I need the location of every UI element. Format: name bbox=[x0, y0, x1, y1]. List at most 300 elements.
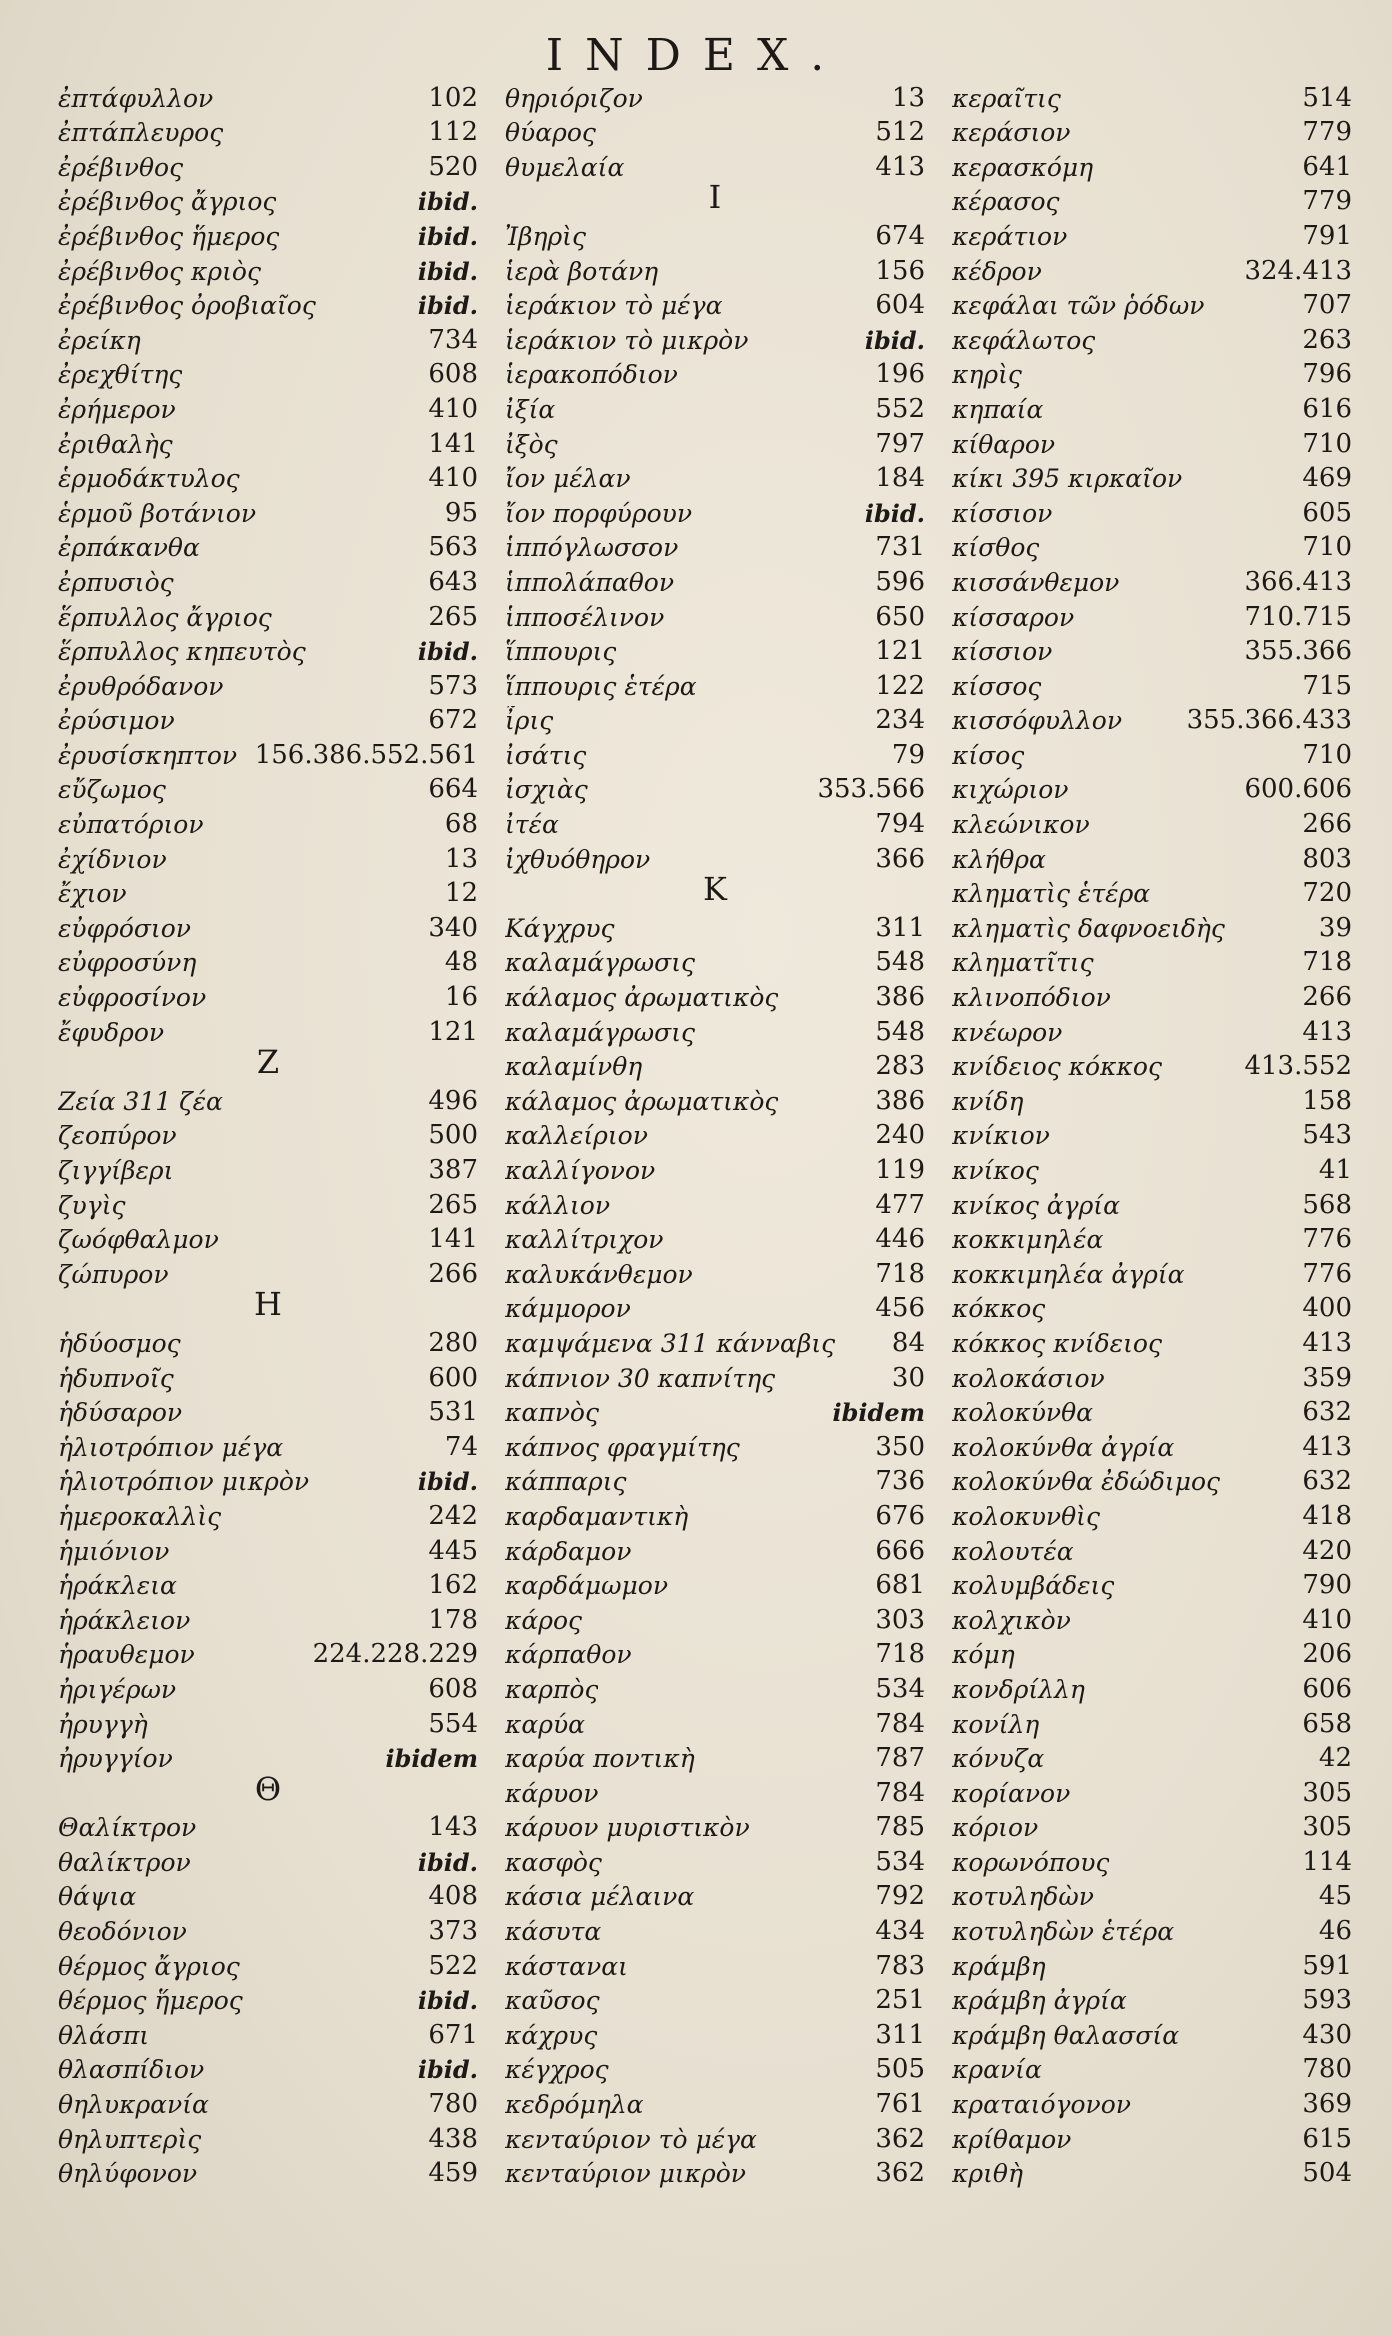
index-entry bbox=[58, 632, 478, 667]
entry-term: ἐρπάκανθα bbox=[58, 533, 200, 563]
index-entry bbox=[952, 1496, 1352, 1531]
index-entry bbox=[952, 1739, 1352, 1774]
entry-page-number: 548 bbox=[875, 947, 925, 978]
entry-page-number: 280 bbox=[428, 1327, 478, 1358]
entry-page-number: ibid. bbox=[864, 325, 925, 355]
index-entry bbox=[505, 1911, 925, 1946]
index-entry bbox=[952, 1081, 1352, 1116]
index-entry bbox=[58, 1462, 478, 1497]
entry-page-number: ibidem bbox=[832, 1398, 925, 1428]
entry-term: κερασκόμη bbox=[952, 152, 1094, 182]
entry-page-number: 591 bbox=[1302, 1950, 1352, 1981]
entry-term: κενταύριον μικρὸν bbox=[505, 2159, 747, 2189]
entry-term: ἑρμοῦ βοτάνιον bbox=[58, 498, 257, 528]
entry-term: καλλίγονον bbox=[505, 1156, 656, 1185]
index-entry bbox=[58, 1911, 478, 1946]
index-entry bbox=[952, 666, 1352, 701]
entry-term: εὐφροσύνη bbox=[58, 948, 197, 978]
index-entry bbox=[952, 2050, 1352, 2085]
entry-page-number: 79 bbox=[891, 739, 925, 770]
entry-term: ἴον πορφύρουν bbox=[505, 498, 693, 528]
index-entry bbox=[505, 78, 925, 113]
entry-term: ἐπτάφυλλον bbox=[58, 83, 214, 113]
entry-page-number: 13 bbox=[444, 843, 478, 874]
entry-term: εὐπατόριον bbox=[58, 810, 204, 840]
entry-page-number: 522 bbox=[428, 1950, 478, 1981]
index-entry bbox=[952, 839, 1352, 874]
index-entry bbox=[952, 804, 1352, 839]
index-entry bbox=[58, 1012, 478, 1047]
index-entry bbox=[505, 977, 925, 1012]
entry-page-number: 413 bbox=[1302, 1327, 1352, 1358]
entry-term: καρδαμαντικὴ bbox=[505, 1501, 689, 1531]
entry-page-number: ibid. bbox=[417, 291, 478, 321]
entry-term: κολχικὸν bbox=[952, 1605, 1071, 1635]
index-entry bbox=[952, 459, 1352, 494]
index-entry bbox=[58, 493, 478, 528]
entry-term: κεφάλαι τῶν ῥόδων bbox=[952, 291, 1205, 321]
entry-page-number: 780 bbox=[1302, 2054, 1352, 2085]
entry-term: καπνὸς bbox=[505, 1398, 599, 1428]
entry-page-number: 500 bbox=[428, 1120, 478, 1151]
index-entry bbox=[58, 1220, 478, 1255]
entry-page-number: 266 bbox=[1302, 809, 1352, 840]
entry-page-number: 632 bbox=[1302, 1466, 1352, 1497]
entry-page-number: ibid. bbox=[417, 1986, 478, 2016]
entry-page-number: 413 bbox=[1302, 1016, 1352, 1047]
entry-page-number: 305 bbox=[1302, 1777, 1352, 1808]
index-entry bbox=[505, 2050, 925, 2085]
index-entry bbox=[58, 2119, 478, 2154]
entry-term: ζώπυρον bbox=[58, 1259, 169, 1289]
entry-term: κολοκυνθὶς bbox=[952, 1501, 1100, 1531]
entry-term: ἠρυγγὴ bbox=[58, 1709, 148, 1739]
entry-term: ἡραυθεμον bbox=[58, 1640, 195, 1670]
index-entry bbox=[505, 1220, 925, 1255]
entry-term: Ἰβηρὶς bbox=[505, 221, 586, 251]
entry-page-number: ibid. bbox=[417, 221, 478, 251]
entry-term: ἡράκλειον bbox=[58, 1605, 191, 1635]
index-entry bbox=[952, 1773, 1352, 1808]
index-entry bbox=[505, 1773, 925, 1808]
entry-page-number: 512 bbox=[875, 117, 925, 148]
entry-term: εὔζωμος bbox=[58, 775, 166, 805]
entry-term: κραταιόγονον bbox=[952, 2090, 1131, 2120]
entry-term: ἐρέβινθος ἄγριος bbox=[58, 187, 277, 217]
index-entry bbox=[58, 1981, 478, 2016]
index-entry bbox=[952, 908, 1352, 943]
entry-term: θηλυπτερὶς bbox=[58, 2124, 202, 2154]
index-entry bbox=[58, 1600, 478, 1635]
entry-term: κηρὶς bbox=[952, 360, 1022, 390]
entry-page-number: 779 bbox=[1302, 186, 1352, 217]
entry-term: κόκκος κνίδειος bbox=[952, 1328, 1162, 1358]
entry-page-number: 303 bbox=[875, 1604, 925, 1635]
entry-term: ἡδύοσμος bbox=[58, 1328, 181, 1358]
index-entry bbox=[952, 1254, 1352, 1289]
entry-page-number: 785 bbox=[875, 1812, 925, 1843]
index-entry bbox=[952, 735, 1352, 770]
index-entry bbox=[505, 1358, 925, 1393]
index-entry bbox=[58, 1081, 478, 1116]
index-entry bbox=[58, 2084, 478, 2119]
entry-term: κονδρίλλη bbox=[952, 1674, 1085, 1704]
entry-term: καλλίτριχον bbox=[505, 1225, 664, 1255]
index-entry bbox=[505, 355, 925, 390]
index-entry bbox=[58, 1877, 478, 1912]
entry-term: κνίδη bbox=[952, 1086, 1024, 1116]
entry-page-number: 790 bbox=[1302, 1570, 1352, 1601]
entry-term: κοκκιμηλέα ἀγρία bbox=[952, 1259, 1185, 1289]
index-entry bbox=[58, 597, 478, 632]
entry-page-number: 573 bbox=[428, 670, 478, 701]
entry-page-number: 664 bbox=[428, 774, 478, 805]
entry-page-number: 718 bbox=[875, 1639, 925, 1670]
index-entry bbox=[58, 1427, 478, 1462]
entry-term: ἵππουρις bbox=[505, 637, 617, 667]
entry-term: ἰχθυόθηρον bbox=[505, 844, 651, 874]
entry-term: κολουτέα bbox=[952, 1536, 1074, 1566]
entry-page-number: ibid. bbox=[417, 1847, 478, 1877]
index-entry bbox=[952, 1981, 1352, 2016]
entry-term: ἱπποσέλινον bbox=[505, 602, 665, 632]
entry-term: κράμβη bbox=[952, 1951, 1046, 1981]
entry-term: κληματῖτις bbox=[952, 948, 1094, 978]
entry-term: ἰσάτις bbox=[505, 740, 587, 770]
entry-page-number: 672 bbox=[428, 705, 478, 736]
entry-term: θηλύφονον bbox=[58, 2159, 198, 2189]
index-entry bbox=[952, 1704, 1352, 1739]
index-entry bbox=[58, 2154, 478, 2189]
entry-term: ἱερακοπόδιον bbox=[505, 360, 678, 390]
entry-page-number: 616 bbox=[1302, 393, 1352, 424]
index-entry bbox=[952, 528, 1352, 563]
entry-term: καλαμάγρωσις bbox=[505, 1017, 696, 1047]
entry-page-number: 548 bbox=[875, 1016, 925, 1047]
entry-term: κνίδειος κόκκος bbox=[952, 1052, 1162, 1082]
index-entry bbox=[505, 389, 925, 424]
index-entry bbox=[58, 182, 478, 217]
entry-page-number: 102 bbox=[428, 82, 478, 113]
entry-term: ἐρπυσιὸς bbox=[58, 567, 174, 597]
entry-page-number: 413.552 bbox=[1244, 1051, 1352, 1082]
index-entry bbox=[952, 1185, 1352, 1220]
index-entry bbox=[505, 2154, 925, 2189]
index-entry bbox=[505, 1289, 925, 1324]
entry-term: ἡράκλεια bbox=[58, 1571, 177, 1601]
entry-term: κεδρόμηλα bbox=[505, 2090, 644, 2120]
index-entry bbox=[505, 1047, 925, 1082]
entry-page-number: 632 bbox=[1302, 1397, 1352, 1428]
entry-term: κλήθρα bbox=[952, 844, 1046, 874]
entry-term: ζιγγίβερι bbox=[58, 1156, 174, 1185]
index-entry bbox=[952, 1946, 1352, 1981]
entry-page-number: ibidem bbox=[385, 1744, 478, 1774]
entry-term: κράμβη θαλασσία bbox=[952, 2020, 1180, 2050]
entry-page-number: 605 bbox=[1302, 497, 1352, 528]
section-letter: Θ bbox=[254, 1769, 282, 1808]
index-entry bbox=[58, 1946, 478, 1981]
entry-term: ἐρέβινθος ὀροβιαῖος bbox=[58, 291, 316, 321]
entry-term: κάσταναι bbox=[505, 1951, 628, 1981]
index-entry bbox=[505, 251, 925, 286]
entry-term: κηπαία bbox=[952, 394, 1044, 424]
entry-term: κορίανον bbox=[952, 1778, 1071, 1808]
entry-term: θέρμος ἥμερος bbox=[58, 1986, 243, 2016]
index-entry bbox=[952, 770, 1352, 805]
entry-term: κολυμβάδεις bbox=[952, 1571, 1115, 1601]
entry-term: κνίκος ἀγρία bbox=[952, 1190, 1120, 1220]
index-entry bbox=[58, 666, 478, 701]
entry-term: κάρυον bbox=[505, 1778, 599, 1808]
entry-term: κάμμορον bbox=[505, 1294, 631, 1324]
index-entry bbox=[505, 2015, 925, 2050]
entry-term: κάππαρις bbox=[505, 1467, 627, 1497]
entry-page-number: 13 bbox=[891, 82, 925, 113]
entry-term: ἱππολάπαθον bbox=[505, 567, 675, 597]
entry-term: ἠριγέρων bbox=[58, 1674, 177, 1704]
entry-page-number: 796 bbox=[1302, 359, 1352, 390]
index-entry bbox=[952, 320, 1352, 355]
entry-term: καρύα ποντικὴ bbox=[505, 1744, 695, 1774]
entry-page-number: 456 bbox=[875, 1293, 925, 1324]
entry-page-number: 600.606 bbox=[1244, 774, 1352, 805]
entry-page-number: 658 bbox=[1302, 1708, 1352, 1739]
index-entry bbox=[952, 943, 1352, 978]
index-entry bbox=[952, 493, 1352, 528]
entry-term: κονίλη bbox=[952, 1709, 1040, 1739]
entry-term: κεφάλωτος bbox=[952, 325, 1096, 355]
entry-page-number: 387 bbox=[428, 1155, 478, 1185]
index-entry bbox=[505, 1877, 925, 1912]
entry-page-number: 445 bbox=[428, 1535, 478, 1566]
entry-term: ἰξία bbox=[505, 394, 556, 424]
index-entry bbox=[952, 78, 1352, 113]
entry-page-number: 563 bbox=[428, 532, 478, 563]
index-entry bbox=[952, 2084, 1352, 2119]
index-entry bbox=[952, 1358, 1352, 1393]
entry-term: κολοκύνθα ἀγρία bbox=[952, 1432, 1175, 1462]
entry-page-number: 715 bbox=[1302, 670, 1352, 701]
index-entry bbox=[58, 424, 478, 459]
entry-page-number: 783 bbox=[875, 1950, 925, 1981]
index-column-3 bbox=[952, 78, 1352, 2188]
index-entry bbox=[505, 424, 925, 459]
index-entry bbox=[58, 1358, 478, 1393]
index-column-1 bbox=[58, 78, 478, 2188]
entry-page-number: 74 bbox=[444, 1431, 478, 1462]
entry-term: κόκκος bbox=[952, 1294, 1046, 1324]
index-entry bbox=[58, 1842, 478, 1877]
index-entry bbox=[505, 1393, 925, 1428]
entry-page-number: 496 bbox=[428, 1085, 478, 1116]
entry-term: ἡδύσαρον bbox=[58, 1398, 183, 1428]
index-entry bbox=[58, 943, 478, 978]
entry-page-number: 803 bbox=[1302, 843, 1352, 874]
entry-page-number: 593 bbox=[1302, 1985, 1352, 2016]
entry-term: κάπνος φραγμίτης bbox=[505, 1432, 740, 1462]
index-entry bbox=[952, 1600, 1352, 1635]
index-entry bbox=[952, 1635, 1352, 1670]
entry-page-number: 434 bbox=[875, 1916, 925, 1947]
entry-page-number: 784 bbox=[875, 1708, 925, 1739]
index-entry bbox=[58, 1566, 478, 1601]
entry-page-number: 156.386.552.561 bbox=[254, 739, 478, 770]
index-entry bbox=[505, 1739, 925, 1774]
entry-term: κάσυτα bbox=[505, 1917, 602, 1947]
entry-page-number: 119 bbox=[875, 1155, 925, 1185]
entry-page-number: 121 bbox=[428, 1016, 478, 1047]
index-entry bbox=[952, 389, 1352, 424]
entry-term: θαλίκτρον bbox=[58, 1847, 191, 1877]
index-entry bbox=[505, 2119, 925, 2154]
entry-term: ἕρπυλλος κηπευτὸς bbox=[58, 637, 306, 667]
entry-page-number: 413 bbox=[1302, 1431, 1352, 1462]
entry-page-number: 504 bbox=[1302, 2158, 1352, 2189]
entry-page-number: 265 bbox=[428, 1189, 478, 1220]
entry-page-number: 797 bbox=[875, 428, 925, 459]
entry-term: κίσσιον bbox=[952, 498, 1053, 528]
entry-page-number: 141 bbox=[428, 428, 478, 459]
entry-page-number: 95 bbox=[444, 497, 478, 528]
entry-page-number: 305 bbox=[1302, 1812, 1352, 1843]
entry-term: κλεώνικον bbox=[952, 810, 1090, 840]
entry-term: κίσσιον bbox=[952, 637, 1053, 667]
index-entry bbox=[58, 1808, 478, 1843]
index-entry bbox=[58, 1704, 478, 1739]
entry-page-number: 641 bbox=[1302, 151, 1352, 182]
index-entry bbox=[58, 874, 478, 909]
index-entry bbox=[952, 562, 1352, 597]
index-entry bbox=[505, 1081, 925, 1116]
index-entry bbox=[505, 908, 925, 943]
entry-page-number: 283 bbox=[875, 1051, 925, 1082]
entry-page-number: 736 bbox=[875, 1466, 925, 1497]
entry-term: κισσόφυλλον bbox=[952, 706, 1123, 736]
entry-term: κάχρυς bbox=[505, 2020, 598, 2050]
index-entry bbox=[505, 1842, 925, 1877]
index-entry bbox=[505, 1462, 925, 1497]
index-entry bbox=[952, 1531, 1352, 1566]
index-entry bbox=[58, 389, 478, 424]
entry-page-number: 791 bbox=[1302, 220, 1352, 251]
entry-term: κάλαμος ἀρωματικὸς bbox=[505, 1086, 779, 1116]
index-entry bbox=[58, 459, 478, 494]
entry-page-number: 12 bbox=[444, 878, 478, 909]
entry-page-number: 674 bbox=[875, 220, 925, 251]
index-entry bbox=[505, 1496, 925, 1531]
index-entry bbox=[505, 1116, 925, 1151]
entry-page-number: 408 bbox=[428, 1881, 478, 1912]
entry-term: εὐφροσίνον bbox=[58, 983, 207, 1013]
index-entry bbox=[58, 701, 478, 736]
entry-page-number: 386 bbox=[875, 982, 925, 1013]
entry-page-number: 266 bbox=[428, 1258, 478, 1289]
entry-page-number: 46 bbox=[1318, 1916, 1352, 1947]
entry-term: ἐρύσιμον bbox=[58, 706, 175, 736]
entry-page-number: 676 bbox=[875, 1500, 925, 1531]
entry-term: ζωόφθαλμον bbox=[58, 1225, 219, 1255]
entry-term: καλλείριον bbox=[505, 1121, 648, 1151]
entry-term: κνέωρον bbox=[952, 1017, 1063, 1047]
entry-page-number: 143 bbox=[428, 1812, 478, 1843]
entry-term: κοτυληδὼν ἑτέρα bbox=[952, 1917, 1175, 1947]
entry-page-number: 30 bbox=[891, 1362, 925, 1393]
entry-term: καλαμίνθη bbox=[505, 1052, 643, 1082]
entry-page-number: 355.366.433 bbox=[1186, 705, 1352, 736]
entry-term: κληματὶς δαφνοειδὴς bbox=[952, 913, 1225, 943]
index-entry bbox=[952, 182, 1352, 217]
entry-term: κολοκύνθα bbox=[952, 1398, 1094, 1428]
entry-page-number: 606 bbox=[1302, 1673, 1352, 1704]
entry-page-number: ibid. bbox=[417, 256, 478, 286]
index-entry bbox=[58, 2015, 478, 2050]
entry-page-number: 366 bbox=[875, 843, 925, 874]
entry-page-number: 784 bbox=[875, 1777, 925, 1808]
entry-page-number: 505 bbox=[875, 2054, 925, 2085]
entry-page-number: 534 bbox=[875, 1846, 925, 1877]
entry-page-number: 362 bbox=[875, 2158, 925, 2189]
entry-page-number: 184 bbox=[875, 463, 925, 494]
entry-page-number: 234 bbox=[875, 705, 925, 736]
index-entry bbox=[505, 701, 925, 736]
entry-term: κέγχρος bbox=[505, 2055, 609, 2085]
entry-page-number: 761 bbox=[875, 2089, 925, 2120]
entry-page-number: 608 bbox=[428, 1673, 478, 1704]
entry-term: θυμελαία bbox=[505, 152, 625, 182]
entry-term: Θαλίκτρον bbox=[58, 1813, 197, 1843]
entry-term: κάσια μέλαινα bbox=[505, 1882, 695, 1912]
entry-page-number: 650 bbox=[875, 601, 925, 632]
entry-page-number: 710 bbox=[1302, 739, 1352, 770]
entry-term: κιχώριον bbox=[952, 775, 1069, 805]
index-entry bbox=[952, 632, 1352, 667]
entry-page-number: 158 bbox=[1302, 1085, 1352, 1116]
entry-page-number: 178 bbox=[428, 1604, 478, 1635]
index-entry bbox=[58, 1393, 478, 1428]
index-entry bbox=[505, 1012, 925, 1047]
entry-term: κνίκος bbox=[952, 1156, 1039, 1185]
entry-term: κέδρον bbox=[952, 256, 1042, 286]
index-entry bbox=[505, 1531, 925, 1566]
entry-page-number: 568 bbox=[1302, 1189, 1352, 1220]
entry-page-number: 68 bbox=[444, 809, 478, 840]
entry-term: ἠρυγγίον bbox=[58, 1744, 173, 1774]
index-entry bbox=[952, 286, 1352, 321]
entry-term: κολοκύνθα ἐδώδιμος bbox=[952, 1467, 1221, 1497]
entry-term: θάψια bbox=[58, 1882, 137, 1912]
entry-page-number: 430 bbox=[1302, 2019, 1352, 2050]
index-entry bbox=[952, 2015, 1352, 2050]
entry-term: καρύα bbox=[505, 1709, 586, 1739]
entry-page-number: 373 bbox=[428, 1916, 478, 1947]
index-entry bbox=[952, 701, 1352, 736]
entry-term: ἐρεχθίτης bbox=[58, 360, 183, 390]
index-entry bbox=[952, 1116, 1352, 1151]
entry-term: ἵππουρις ἑτέρα bbox=[505, 671, 697, 701]
entry-term: κοτυληδὼν bbox=[952, 1882, 1094, 1912]
index-entry bbox=[505, 1254, 925, 1289]
entry-term: ἕρπυλλος ἄγριος bbox=[58, 602, 272, 632]
entry-term: καλαμάγρωσις bbox=[505, 948, 696, 978]
entry-page-number: ibid. bbox=[864, 498, 925, 528]
entry-term: κασφὸς bbox=[505, 1847, 602, 1877]
index-entry bbox=[58, 562, 478, 597]
entry-term: κάπνιον 30 καπνίτης bbox=[505, 1363, 776, 1393]
entry-page-number: 459 bbox=[428, 2158, 478, 2189]
entry-term: θηλυκρανία bbox=[58, 2090, 209, 2120]
entry-page-number: 359 bbox=[1302, 1362, 1352, 1393]
